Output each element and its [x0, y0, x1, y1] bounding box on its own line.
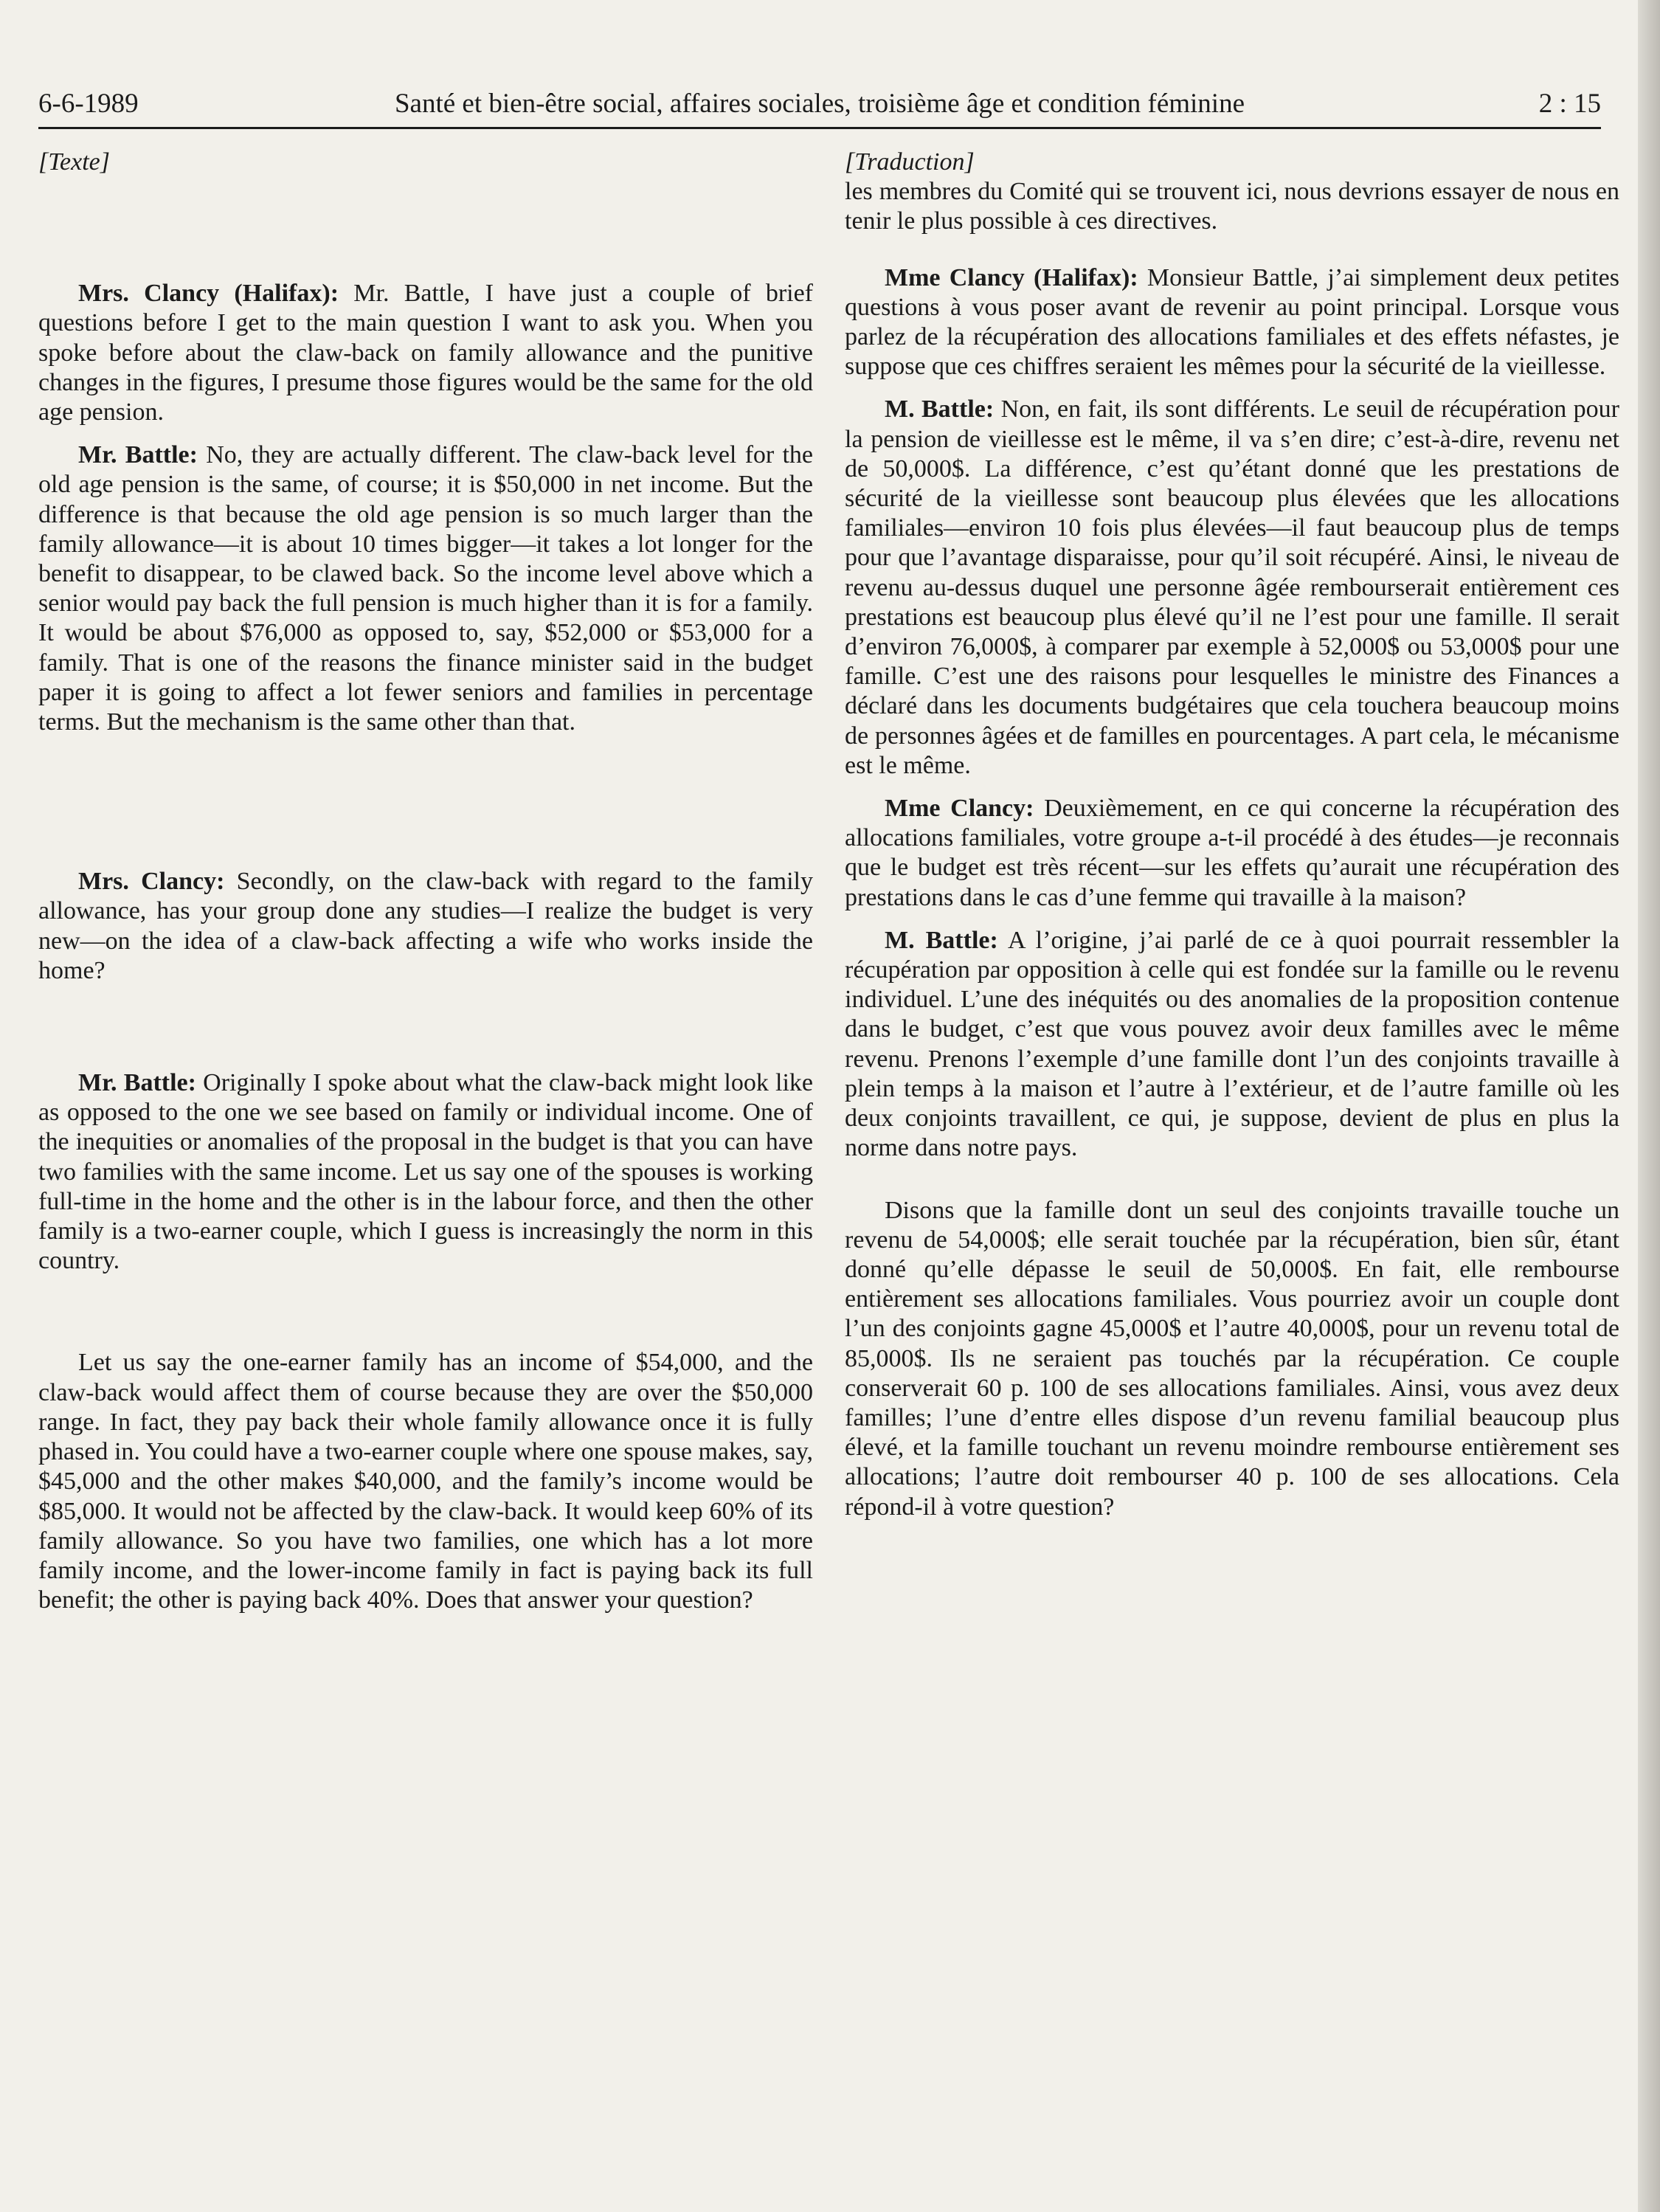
- left-column: [38, 148, 813, 1615]
- speaker-name: Mme Clancy:: [885, 795, 1034, 823]
- paragraph-text: Mr. Battle, I have just a couple of brief questions before I get to the main question I want to ask you. When you spoke before about the claw-back on family allowance and the punitive changes in the figures, I presume those figures would be the same for the old age pension.: [38, 280, 813, 426]
- paragraph: [845, 263, 1619, 382]
- paragraph: [38, 440, 813, 737]
- paragraph-text: A l’origine, j’ai parlé de ce à quoi pourrait ressembler la récupération par opposition à celle qui est fondée sur la famille ou le revenu individuel. L’une des inéquités ou des anomalies de la proposition contenue dans le budget, c’est que vous pouvez avoir deux familles avec le même revenu. Prenons l’exemple d’une famille dont l’un des conjoints travaille à plein temps à la maison et l’autre à l’extérieur, et de l’autre famille où les deux conjoints travaillent, ce qui, je suppose, devient de plus en plus la norme dans notre pays.: [845, 926, 1619, 1162]
- paragraph-text: Deuxièmement, en ce qui concerne la récupération des allocations familiales, votre groupe a-t-il procédé à des études—je reconnais que le budget est très récent—sur les effets qu’aurait une récupération des prestations dans le cas d’une femme qui travaille à la maison?: [845, 795, 1620, 911]
- header-title: Santé et bien-être social, affaires sociales, troisième âge et condition féminine: [394, 89, 1245, 119]
- speaker-name: M. Battle:: [885, 395, 995, 424]
- paragraph-text: Originally I spoke about what the claw-back might look like as opposed to the one we see based on family or individual income. One of the inequities or anomalies of the proposal in the budget is that you can have two families with the same income. Let us say one of the spouses is working full-time in the home and the other is in the labour force, and then the other family is a two-earner couple, which I guess is increasingly the norm in this country.: [38, 1069, 813, 1275]
- speaker-name: Mrs. Clancy (Halifax):: [78, 280, 339, 308]
- header-page-number: 2 : 15: [1538, 89, 1601, 119]
- paragraph: [845, 926, 1619, 1164]
- paragraph: [845, 794, 1619, 913]
- header-date: 6-6-1989: [38, 89, 139, 119]
- right-column: [845, 148, 1619, 1522]
- page-header: [38, 81, 1601, 129]
- paragraph-text: Let us say the one-earner family has an income of $54,000, and the claw-back would affect them of course because they are over the $50,000 range. In fact, they pay back their whole family allowance once it is fully phased in. You could have a two-earner couple where one spouse makes, say, $45,000 and the other makes $40,000, and the family’s income would be $85,000. It would not be affected by the claw-back. It would keep 60% of its family allowance. So you have two families, one which has a lot more family income, and the lower-income family in fact is paying back its full benefit; the other is paying back 40%. Does that answer your question?: [38, 1349, 813, 1614]
- paragraph-text: les membres du Comité qui se trouvent ici, nous devrions essayer de nous en tenir le plus possible à ces directives.: [845, 178, 1619, 235]
- page-edge-shadow: [1638, 0, 1660, 2212]
- paragraph: [38, 1348, 813, 1615]
- speaker-name: Mme Clancy (Halifax):: [885, 263, 1138, 291]
- paragraph: [845, 177, 1619, 236]
- paragraph-text: Secondly, on the claw-back with regard to the family allowance, has your group done any studies—I realize the budget is very new—on the idea of a claw-back affecting a wife who works inside the home?: [38, 868, 813, 984]
- paragraph-text: Non, en fait, ils sont différents. Le seuil de récupération pour la pension de vieillesse est le même, il va s’en dire; c’est-à-dire, revenu net de 50,000$. La différence, c’est qu’étant donné que les prestations de sécurité de la vieillesse sont beaucoup plus élevées que les allocations familiales—environ 10 fois plus élevées—il faut beaucoup plus de temps pour que l’avantage disparaisse, pour qu’il soit récupéré. Ainsi, le niveau de revenu au-dessus duquel une personne âgée rembourserait entièrement ces prestations est beaucoup plus élevé qu’il ne l’est pour une famille. Il serait d’environ 76,000$, à comparer par exemple à 52,000$ ou 53,000$ pour une famille. C’est une des raisons pour lesquelles le ministre des Finances a déclaré dans les documents budgétaires que cela touchera beaucoup moins de personnes âgées et de familles en pourcentages. A part cela, le mécanisme est le même.: [845, 395, 1619, 779]
- paragraph-text: Disons que la famille dont un seul des conjoints travaille touche un revenu de 54,000$; elle serait touchée par la récupération, bien sûr, étant donné qu’elle dépasse le seuil de 50,000$. En fait, elle rembourse entièrement ses allocations familiales. Vous pourriez avoir un couple dont l’un des conjoints gagne 45,000$ et l’autre 40,000$, pour un revenu total de 85,000$. Ils ne seraient pas touchés par la récupération. Ce couple conserverait 60 p. 100 de ses allocations familiales. Ainsi, vous avez deux familles; l’une d’entre elles dispose d’un revenu familial beaucoup plus élevé, et la famille touchant un revenu moindre rembourse entièrement ses allocations; l’autre doit rembourser 40 p. 100 de ses allocations. Cela répond-il à votre question?: [845, 1196, 1619, 1521]
- paragraph-text: No, they are actually different. The claw-back level for the old age pension is the same, of course; it is $50,000 in net income. But the difference is that because the old age pension is so much larger than the family allowance—it is about 10 times bigger—it takes a lot longer for the benefit to disappear, to be clawed back. So the income level above which a senior would pay back the full pension is much higher than it is for a family. It would be about $76,000 as opposed to, say, $52,000 or $53,000 for a family. That is one of the reasons the finance minister said in the budget paper it is going to affect a lot fewer seniors and families in percentage terms. But the mechanism is the same other than that.: [38, 441, 813, 736]
- speaker-name: Mr. Battle:: [78, 1069, 196, 1097]
- speaker-name: Mr. Battle:: [78, 441, 198, 469]
- column-label: [Traduction]: [845, 148, 975, 176]
- paragraph: [845, 395, 1619, 781]
- paragraph-text: Monsieur Battle, j’ai simplement deux petites questions à vous poser avant de revenir au point principal. Lorsque vous parlez de la récupération des allocations familiales et des effets néfastes, je suppose que ces chiffres seraient les mêmes pour la sécurité de la vieillesse.: [845, 263, 1619, 381]
- paragraph: [38, 867, 813, 986]
- speaker-name: Mrs. Clancy:: [78, 868, 225, 896]
- speaker-name: M. Battle:: [885, 926, 998, 954]
- paragraph: [38, 1068, 813, 1276]
- column-label: [Texte]: [38, 148, 110, 176]
- paragraph: [845, 1196, 1619, 1522]
- paragraph: [38, 279, 813, 427]
